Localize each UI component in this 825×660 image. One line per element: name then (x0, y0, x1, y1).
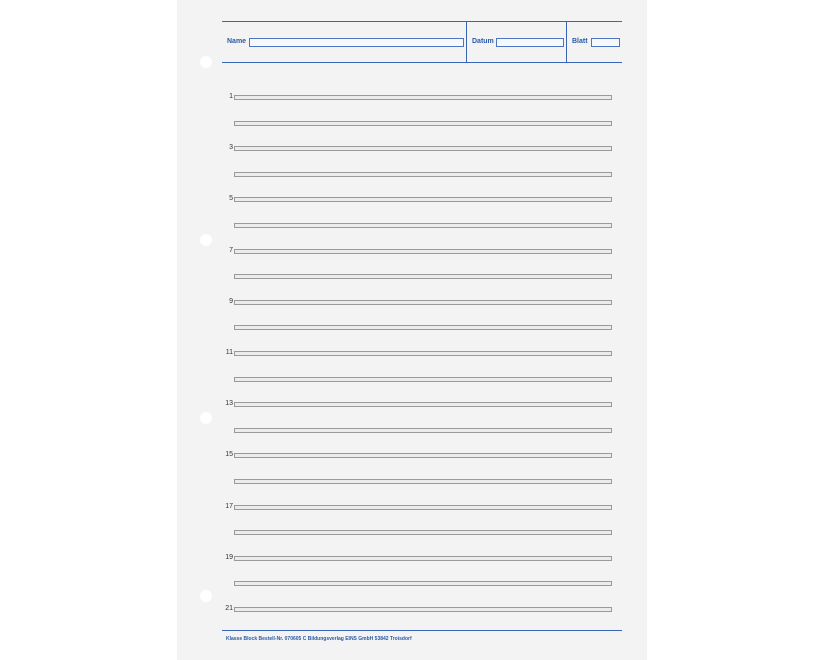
writing-line[interactable] (234, 581, 612, 586)
writing-line[interactable] (234, 197, 612, 202)
sheet-number-label: Blatt (572, 38, 588, 45)
writing-line[interactable] (234, 351, 612, 356)
line-number: 9 (229, 298, 233, 305)
footer-imprint: Klasse Block Bestell-Nr. 070605 C Bildungsverlag EINS GmbH 53842 Troisdorf (226, 636, 412, 642)
line-number: 15 (225, 451, 233, 458)
line-number: 7 (229, 247, 233, 254)
writing-line[interactable] (234, 325, 612, 330)
writing-line[interactable] (234, 146, 612, 151)
line-number: 3 (229, 144, 233, 151)
writing-line[interactable] (234, 402, 612, 407)
writing-line[interactable] (234, 607, 612, 612)
writing-line[interactable] (234, 453, 612, 458)
writing-line[interactable] (234, 428, 612, 433)
worksheet-page (177, 0, 647, 660)
line-number: 5 (229, 195, 233, 202)
line-number: 1 (229, 93, 233, 100)
name-label: Name (227, 38, 247, 45)
writing-line[interactable] (234, 300, 612, 305)
writing-line[interactable] (234, 479, 612, 484)
date-label: Datum (472, 38, 494, 45)
line-number: 19 (225, 554, 233, 561)
line-number: 11 (225, 349, 233, 356)
writing-line[interactable] (234, 274, 612, 279)
writing-line[interactable] (234, 249, 612, 254)
writing-line[interactable] (234, 121, 612, 126)
line-number: 13 (225, 400, 233, 407)
writing-line[interactable] (234, 556, 612, 561)
line-number: 17 (225, 503, 233, 510)
writing-line[interactable] (234, 172, 612, 177)
writing-line[interactable] (234, 505, 612, 510)
writing-line[interactable] (234, 223, 612, 228)
line-number: 21 (225, 605, 233, 612)
writing-line[interactable] (234, 377, 612, 382)
writing-line[interactable] (234, 530, 612, 535)
footer-rule (222, 630, 622, 631)
writing-area (177, 0, 647, 660)
writing-line[interactable] (234, 95, 612, 100)
